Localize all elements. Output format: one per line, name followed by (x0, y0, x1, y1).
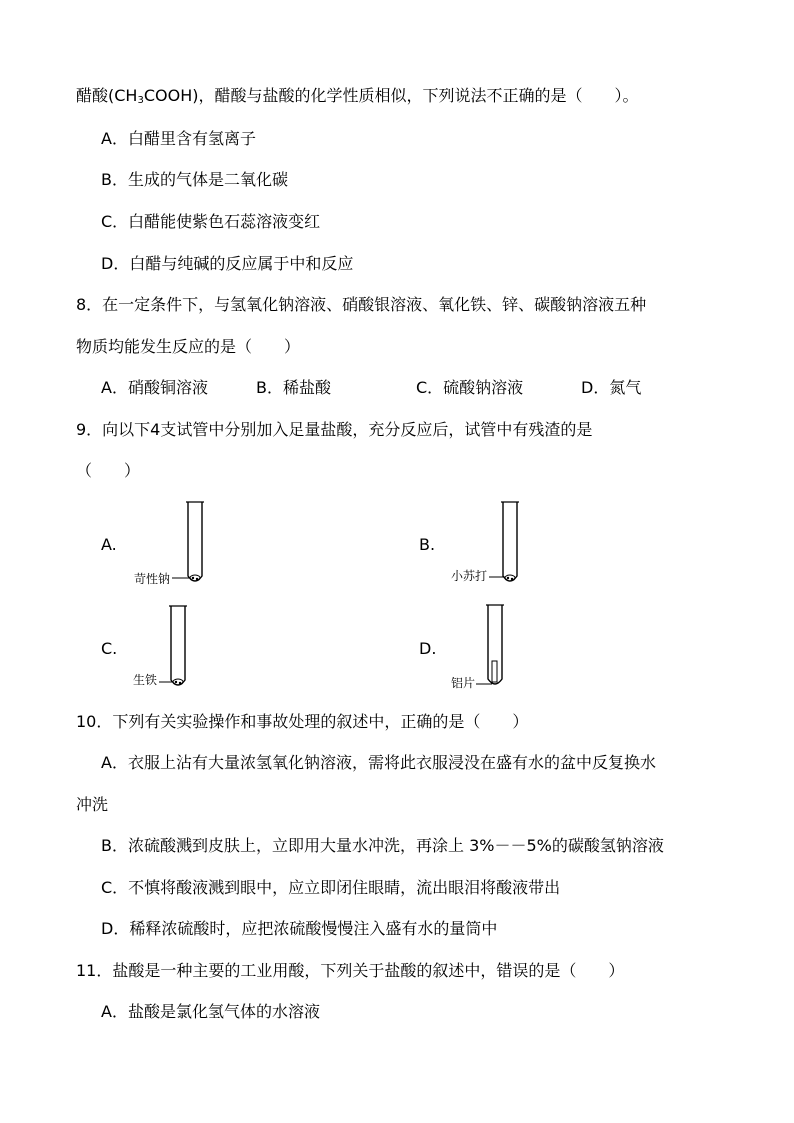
q11-stem: 11．盐酸是一种主要的工业用酸，下列关于盐酸的叙述中，错误的是（ ） (76, 961, 625, 980)
q9-option-c-letter: C. (101, 639, 118, 658)
q9-option-a-letter: A. (101, 535, 117, 554)
q7-stem-subscript: 3 (137, 95, 144, 106)
q7-stem (76, 86, 638, 111)
q8-stem-line2: 物质均能发生反应的是（ ） (76, 337, 301, 356)
tube-b-label: 小苏打 (451, 569, 488, 583)
q10-option-a-line2: 冲洗 (76, 795, 109, 814)
q8-option-d: D．氮气 (581, 378, 642, 397)
q9-option-b-letter: B. (419, 535, 436, 554)
tube-a-pointer-line (172, 577, 192, 581)
tube-b-pointer-line (489, 576, 509, 580)
tube-c-pointer-line (159, 681, 179, 685)
q7-stem-part2: COOH)，醋酸与盐酸的化学性质相似，下列说法不正确的是（ ）。 (143, 86, 639, 105)
q9-option-d-letter: D. (419, 639, 437, 658)
q8-option-b: B．稀盐酸 (256, 378, 331, 397)
q8-stem-line1: 8．在一定条件下，与氢氧化钠溶液、硝酸银溶液、氧化铁、锌、碳酸钠溶液五种 (76, 295, 647, 314)
test-tube-d-icon (480, 603, 510, 693)
q8-option-a: A．硝酸铜溶液 (101, 378, 208, 397)
tube-c-label: 生铁 (133, 673, 158, 687)
q8-option-c: C．硫酸钠溶液 (416, 378, 524, 397)
tube-d-label: 铝片 (451, 676, 476, 690)
q9-stem-line1: 9．向以下4支试管中分别加入足量盐酸，充分反应后，试管中有残渣的是 (76, 420, 593, 439)
q7-option-b: B．生成的气体是二氧化碳 (101, 170, 288, 189)
q7-option-c: C．白醋能使紫色石蕊溶液变红 (101, 212, 321, 231)
q10-option-b: B．浓硫酸溅到皮肤上，立即用大量水冲洗，再涂上 3%－－5%的碳酸氢钠溶液 (101, 836, 664, 855)
q10-option-d: D．稀释浓硫酸时，应把浓硫酸慢慢注入盛有水的量筒中 (101, 919, 498, 938)
q7-stem-part1: 醋酸(CH (76, 86, 138, 105)
q9-stem-line2: （ ） (76, 461, 141, 480)
q10-option-c: C．不慎将酸液溅到眼中，应立即闭住眼睛，流出眼泪将酸液带出 (101, 878, 561, 897)
tube-a-label: 苛性钠 (134, 572, 171, 586)
q7-option-a: A．白醋里含有氢离子 (101, 129, 256, 148)
q11-option-a: A．盐酸是氯化氢气体的水溶液 (101, 1002, 320, 1021)
tube-d-pointer-line (476, 683, 496, 687)
q10-option-a-line1: A．衣服上沾有大量浓氢氧化钠溶液，需将此衣服浸没在盛有水的盆中反复换水 (101, 753, 656, 772)
q10-stem: 10．下列有关实验操作和事故处理的叙述中，正确的是（ ） (76, 712, 529, 731)
q7-option-d: D．白醋与纯碱的反应属于中和反应 (101, 254, 354, 273)
